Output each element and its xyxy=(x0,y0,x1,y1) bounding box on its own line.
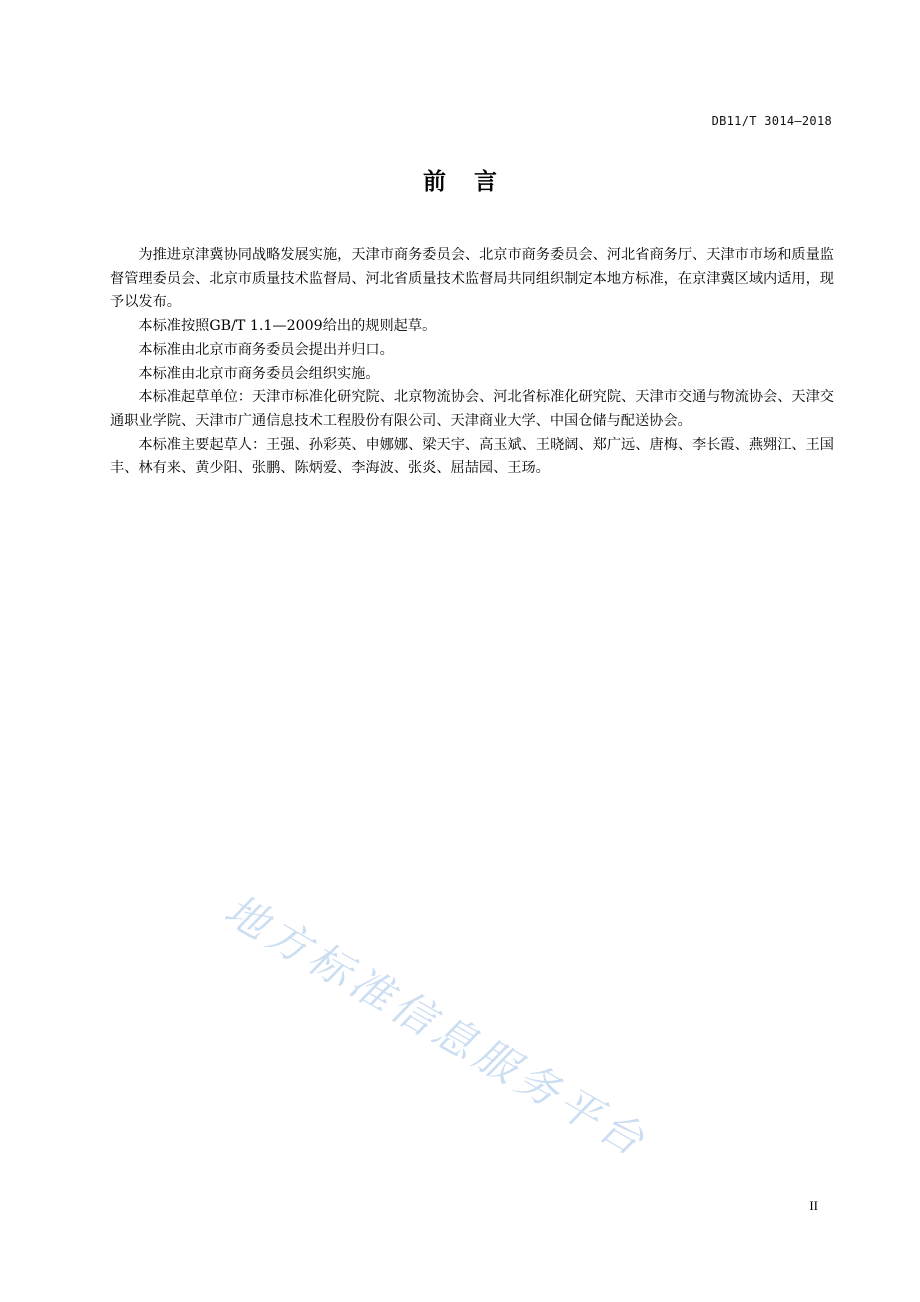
document-code: DB11/T 3014—2018 xyxy=(711,114,832,128)
paragraph-purpose: 为推进京津冀协同战略发展实施，天津市商务委员会、北京市商务委员会、河北省商务厅、天津市市场和质量监督管理委员会、北京市质量技术监督局、河北省质量技术监督局共同组织制定本地方标准，在京津冀区域内适用，现予以发布。 xyxy=(110,247,834,311)
foreword-body xyxy=(110,244,834,481)
paragraph-implementer: 本标准由北京市商务委员会组织实施。 xyxy=(138,365,380,382)
watermark: 地方标准信息服务平台 xyxy=(216,884,657,1168)
page-number: II xyxy=(809,1198,818,1213)
page-title: 前言 xyxy=(423,169,525,195)
paragraph-proposer: 本标准由北京市商务委员会提出并归口。 xyxy=(138,341,394,358)
paragraph-drafters: 本标准主要起草人：王强、孙彩英、申娜娜、梁天宇、高玉斌、王晓阔、郑广远、唐梅、李长霞、燕翙江、王国丰、林有来、黄少阳、张鹏、陈炳爱、李海波、张炎、屈喆园、王玚。 xyxy=(110,436,834,477)
paragraph-drafting-units: 本标准起草单位：天津市标准化研究院、北京物流协会、河北省标准化研究院、天津市交通与物流协会、天津交通职业学院、天津市广通信息技术工程股份有限公司、天津商业大学、中国仓储与配送协会。 xyxy=(110,389,834,429)
paragraph-drafting-rules: 本标准按照GB/T 1.1—2009给出的规则起草。 xyxy=(138,318,437,335)
